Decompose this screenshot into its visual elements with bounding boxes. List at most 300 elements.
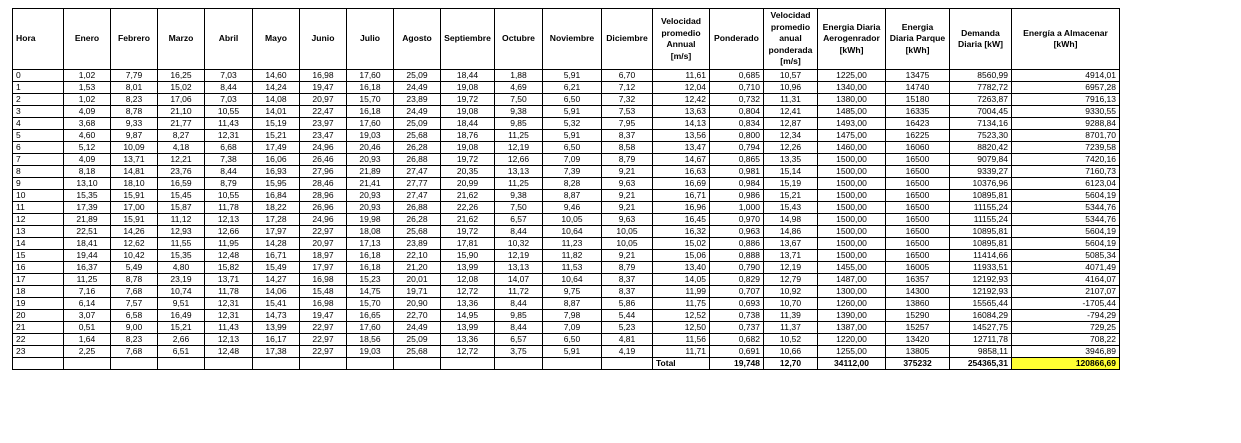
table-cell[interactable]: 17,28 [253,214,300,226]
table-cell[interactable]: 10,55 [205,190,253,202]
table-cell[interactable]: 9,38 [495,190,543,202]
table-cell[interactable]: 24,49 [394,82,441,94]
table-cell[interactable]: 11,53 [543,262,602,274]
table-cell[interactable]: 0,685 [710,70,764,82]
table-cell[interactable]: 16500 [886,238,950,250]
table-cell[interactable]: 1,64 [64,334,111,346]
table-cell[interactable]: 18,56 [347,334,394,346]
table-cell[interactable]: 10,32 [495,238,543,250]
table-cell[interactable]: 14,08 [253,94,300,106]
table-cell[interactable]: 7,68 [111,346,158,358]
table-cell[interactable]: 18,97 [300,250,347,262]
table-cell[interactable]: 20,93 [347,190,394,202]
table-cell[interactable]: 8,79 [205,178,253,190]
table-cell[interactable]: 708,22 [1012,334,1120,346]
table-cell[interactable]: 14300 [886,286,950,298]
table-cell[interactable]: 12,93 [158,226,205,238]
table-cell[interactable]: 16,96 [653,202,710,214]
table-cell[interactable]: 15,21 [764,190,818,202]
table-cell[interactable]: 15,35 [64,190,111,202]
table-cell[interactable]: 14,73 [253,310,300,322]
table-cell[interactable]: 0,707 [710,286,764,298]
table-cell[interactable]: 21,62 [441,190,495,202]
table-cell[interactable]: 15,70 [347,94,394,106]
table-cell[interactable]: 0,794 [710,142,764,154]
table-cell[interactable]: 1500,00 [818,190,886,202]
table-cell[interactable]: 9,21 [602,250,653,262]
table-cell[interactable]: 8,37 [602,130,653,142]
table-cell[interactable]: 7,39 [543,166,602,178]
table-cell[interactable]: 12,19 [495,250,543,262]
table-cell[interactable]: 20,90 [394,298,441,310]
table-cell[interactable]: 13860 [886,298,950,310]
table-cell[interactable]: 15,02 [653,238,710,250]
table-cell[interactable]: 0,984 [710,178,764,190]
table-cell[interactable]: 1,53 [64,82,111,94]
table-cell[interactable]: 16,93 [253,166,300,178]
table-cell[interactable]: 0,986 [710,190,764,202]
table-cell[interactable]: 4,18 [158,142,205,154]
table-cell[interactable]: 7239,58 [1012,142,1120,154]
table-cell[interactable]: 1220,00 [818,334,886,346]
table-cell[interactable]: 0,732 [710,94,764,106]
empty-cell[interactable] [111,358,158,370]
table-cell[interactable]: 12,34 [764,130,818,142]
table-cell[interactable]: 16,18 [347,262,394,274]
table-cell[interactable]: 11,95 [205,238,253,250]
table-cell[interactable]: 6,21 [543,82,602,94]
empty-cell[interactable] [602,358,653,370]
table-cell[interactable]: 16,18 [347,82,394,94]
table-cell[interactable]: 16335 [886,106,950,118]
table-cell[interactable]: 16,98 [300,274,347,286]
table-cell[interactable]: 7,09 [543,154,602,166]
table-cell[interactable]: 26,88 [394,202,441,214]
table-cell[interactable]: 17,97 [253,226,300,238]
table-cell[interactable]: 5344,76 [1012,202,1120,214]
table-cell[interactable]: 19,44 [64,250,111,262]
table-cell[interactable]: 0,970 [710,214,764,226]
table-cell[interactable]: 20,46 [347,142,394,154]
table-cell[interactable]: 9,33 [111,118,158,130]
table-cell[interactable]: 19,71 [394,286,441,298]
table-cell[interactable]: 10,05 [543,214,602,226]
table-cell[interactable]: 1 [13,82,64,94]
table-cell[interactable]: 3946,89 [1012,346,1120,358]
table-cell[interactable]: 21,20 [394,262,441,274]
table-cell[interactable]: 7,03 [205,94,253,106]
table-cell[interactable]: 26,46 [300,154,347,166]
table-cell[interactable]: 1500,00 [818,250,886,262]
table-cell[interactable]: 0,800 [710,130,764,142]
table-cell[interactable]: 15,91 [111,190,158,202]
table-cell[interactable]: 5344,76 [1012,214,1120,226]
table-cell[interactable]: 15,19 [253,118,300,130]
table-cell[interactable]: 17 [13,274,64,286]
table-cell[interactable]: 3 [13,106,64,118]
table-cell[interactable]: 16,17 [253,334,300,346]
table-cell[interactable]: 0,981 [710,166,764,178]
table-cell[interactable]: 10,74 [158,286,205,298]
table-cell[interactable]: 15,70 [347,298,394,310]
table-cell[interactable]: 19,03 [347,130,394,142]
table-cell[interactable]: 11,31 [764,94,818,106]
table-cell[interactable]: 16005 [886,262,950,274]
empty-cell[interactable] [495,358,543,370]
table-cell[interactable]: 6 [13,142,64,154]
table-cell[interactable]: 14,67 [653,154,710,166]
table-cell[interactable]: 11,12 [158,214,205,226]
table-cell[interactable]: 1493,00 [818,118,886,130]
table-cell[interactable]: 5085,34 [1012,250,1120,262]
table-cell[interactable]: 17,81 [441,238,495,250]
table-cell[interactable]: 1485,00 [818,106,886,118]
table-cell[interactable]: 8701,70 [1012,130,1120,142]
table-cell[interactable]: 10895,81 [950,238,1012,250]
table-cell[interactable]: 27,77 [394,178,441,190]
table-cell[interactable]: 20,97 [300,94,347,106]
table-cell[interactable]: 17,13 [347,238,394,250]
table-cell[interactable]: 9288,84 [1012,118,1120,130]
table-cell[interactable]: 16500 [886,166,950,178]
table-cell[interactable]: 17,38 [253,346,300,358]
column-header[interactable]: Ponderado [710,9,764,70]
table-cell[interactable]: 9 [13,178,64,190]
table-cell[interactable]: 8,44 [205,82,253,94]
table-cell[interactable]: 10895,81 [950,226,1012,238]
column-header[interactable]: Velocidad promedio anual ponderada [m/s] [764,9,818,70]
table-cell[interactable]: 11,72 [495,286,543,298]
table-cell[interactable]: 3,68 [64,118,111,130]
table-cell[interactable]: 16,49 [158,310,205,322]
table-cell[interactable]: 9079,84 [950,154,1012,166]
table-cell[interactable]: 12,21 [158,154,205,166]
table-cell[interactable]: 5 [13,130,64,142]
table-cell[interactable]: 1460,00 [818,142,886,154]
table-cell[interactable]: 15,19 [764,178,818,190]
table-cell[interactable]: 0 [13,70,64,82]
table-cell[interactable]: 19,47 [300,310,347,322]
table-cell[interactable]: 15,06 [653,250,710,262]
table-cell[interactable]: 16,71 [653,190,710,202]
table-cell[interactable]: 25,09 [394,334,441,346]
table-cell[interactable]: 9,85 [495,310,543,322]
table-cell[interactable]: 14,27 [253,274,300,286]
table-cell[interactable]: 7160,73 [1012,166,1120,178]
table-cell[interactable]: 23,97 [300,118,347,130]
table-cell[interactable]: 10895,81 [950,190,1012,202]
table-cell[interactable]: 18,10 [111,178,158,190]
table-cell[interactable]: 6,50 [543,334,602,346]
table-cell[interactable]: 6,57 [495,334,543,346]
table-cell[interactable]: 15,82 [205,262,253,274]
table-cell[interactable]: 0,737 [710,322,764,334]
table-cell[interactable]: 12,13 [205,214,253,226]
table-cell[interactable]: 1500,00 [818,214,886,226]
empty-cell[interactable] [205,358,253,370]
table-cell[interactable]: 20,99 [441,178,495,190]
table-cell[interactable]: 16500 [886,154,950,166]
total-energia-aerogenerador[interactable]: 34112,00 [818,358,886,370]
table-cell[interactable]: 14,13 [653,118,710,130]
table-cell[interactable]: 0,963 [710,226,764,238]
table-cell[interactable]: 16,98 [300,70,347,82]
table-cell[interactable]: 11155,24 [950,202,1012,214]
table-cell[interactable]: 22 [13,334,64,346]
empty-cell[interactable] [441,358,495,370]
table-cell[interactable]: 14,07 [495,274,543,286]
table-cell[interactable]: 10,92 [764,286,818,298]
table-cell[interactable]: 26,28 [394,142,441,154]
table-cell[interactable]: 1,02 [64,70,111,82]
table-cell[interactable]: 17,60 [347,322,394,334]
table-cell[interactable]: 12,48 [205,250,253,262]
table-cell[interactable]: 2,25 [64,346,111,358]
table-cell[interactable]: 0,691 [710,346,764,358]
table-cell[interactable]: 23,19 [158,274,205,286]
table-cell[interactable]: 7,12 [602,82,653,94]
table-cell[interactable]: 13,56 [653,130,710,142]
table-cell[interactable]: 19 [13,298,64,310]
table-cell[interactable]: 7,32 [602,94,653,106]
table-cell[interactable]: 1500,00 [818,238,886,250]
table-cell[interactable]: 10,64 [543,226,602,238]
table-cell[interactable]: 8 [13,166,64,178]
table-cell[interactable]: 12,48 [205,346,253,358]
table-cell[interactable]: 11,23 [543,238,602,250]
table-cell[interactable]: 8,23 [111,334,158,346]
table-cell[interactable]: 7,79 [111,70,158,82]
table-cell[interactable]: 23,47 [300,130,347,142]
table-cell[interactable]: 11,78 [205,286,253,298]
table-cell[interactable]: 13,63 [653,106,710,118]
table-cell[interactable]: 10,64 [543,274,602,286]
table-cell[interactable]: 27,47 [394,166,441,178]
table-cell[interactable]: 4 [13,118,64,130]
table-cell[interactable]: 22,97 [300,334,347,346]
table-cell[interactable]: 16,98 [300,298,347,310]
table-cell[interactable]: 7523,30 [950,130,1012,142]
table-cell[interactable]: 9,38 [495,106,543,118]
table-cell[interactable]: 7,50 [495,94,543,106]
total-energia-parque[interactable]: 375232 [886,358,950,370]
column-header[interactable]: Velocidad promedio Annual [m/s] [653,9,710,70]
table-cell[interactable]: 20,97 [300,238,347,250]
table-cell[interactable]: 20,93 [347,154,394,166]
table-cell[interactable]: 23 [13,346,64,358]
empty-cell[interactable] [394,358,441,370]
table-cell[interactable]: 6,68 [205,142,253,154]
table-cell[interactable]: 8,37 [602,286,653,298]
table-cell[interactable]: 11,25 [64,274,111,286]
table-cell[interactable]: 15,35 [158,250,205,262]
table-cell[interactable]: 1500,00 [818,202,886,214]
table-cell[interactable]: 19,47 [300,82,347,94]
column-header[interactable]: Energía a Almacenar [kWh] [1012,9,1120,70]
table-cell[interactable]: 10,70 [764,298,818,310]
table-cell[interactable]: 15290 [886,310,950,322]
table-cell[interactable]: 10376,96 [950,178,1012,190]
table-cell[interactable]: 7782,72 [950,82,1012,94]
table-cell[interactable]: 5,32 [543,118,602,130]
table-cell[interactable]: 5,91 [543,70,602,82]
table-cell[interactable]: 13,36 [441,298,495,310]
table-cell[interactable]: 16,25 [158,70,205,82]
table-cell[interactable]: 16500 [886,190,950,202]
table-cell[interactable]: 20 [13,310,64,322]
table-cell[interactable]: 5604,19 [1012,226,1120,238]
table-cell[interactable]: 7 [13,154,64,166]
column-header[interactable]: Marzo [158,9,205,70]
table-cell[interactable]: 12,13 [205,334,253,346]
table-cell[interactable]: 16,18 [347,106,394,118]
table-cell[interactable]: 6,57 [495,214,543,226]
table-cell[interactable]: 17,39 [64,202,111,214]
table-cell[interactable]: 9339,27 [950,166,1012,178]
empty-cell[interactable] [64,358,111,370]
table-cell[interactable]: 16,37 [64,262,111,274]
table-cell[interactable]: 15,43 [764,202,818,214]
table-cell[interactable]: 5,91 [543,130,602,142]
table-cell[interactable]: 7916,13 [1012,94,1120,106]
table-cell[interactable]: 18,41 [64,238,111,250]
table-cell[interactable]: 13,35 [764,154,818,166]
table-cell[interactable]: 12,31 [205,310,253,322]
table-cell[interactable]: 24,49 [394,106,441,118]
column-header[interactable]: Julio [347,9,394,70]
table-cell[interactable]: 23,89 [394,94,441,106]
table-cell[interactable]: 17,06 [158,94,205,106]
table-cell[interactable]: 1475,00 [818,130,886,142]
table-cell[interactable]: 20,01 [394,274,441,286]
table-cell[interactable]: 18,08 [347,226,394,238]
table-cell[interactable]: 12,66 [205,226,253,238]
table-cell[interactable]: 19,72 [441,226,495,238]
table-cell[interactable]: 12192,93 [950,286,1012,298]
table-cell[interactable]: 9858,11 [950,346,1012,358]
table-cell[interactable]: 12,50 [653,322,710,334]
table-cell[interactable]: 12 [13,214,64,226]
table-cell[interactable]: 1300,00 [818,286,886,298]
table-cell[interactable]: 16,65 [347,310,394,322]
table-cell[interactable]: 1255,00 [818,346,886,358]
column-header[interactable]: Mayo [253,9,300,70]
table-cell[interactable]: 1500,00 [818,166,886,178]
table-cell[interactable]: 13,13 [495,166,543,178]
table-cell[interactable]: 11155,24 [950,214,1012,226]
table-cell[interactable]: 16084,29 [950,310,1012,322]
empty-cell[interactable] [543,358,602,370]
table-cell[interactable]: 10,96 [764,82,818,94]
table-cell[interactable]: 10,52 [764,334,818,346]
table-cell[interactable]: 18,22 [253,202,300,214]
table-cell[interactable]: 729,25 [1012,322,1120,334]
table-cell[interactable]: 8,44 [205,166,253,178]
table-cell[interactable]: 14 [13,238,64,250]
column-header[interactable]: Demanda Diaria [kW] [950,9,1012,70]
table-cell[interactable]: 17,00 [111,202,158,214]
table-cell[interactable]: 8,87 [543,190,602,202]
table-cell[interactable]: 9,87 [111,130,158,142]
column-header[interactable]: Hora [13,9,64,70]
table-cell[interactable]: 15 [13,250,64,262]
table-cell[interactable]: 0,886 [710,238,764,250]
table-cell[interactable]: 19,72 [441,154,495,166]
table-cell[interactable]: 1260,00 [818,298,886,310]
table-cell[interactable]: 21,41 [347,178,394,190]
column-header[interactable]: Febrero [111,9,158,70]
table-cell[interactable]: 22,47 [300,106,347,118]
total-energia-almacenar[interactable]: 120866,69 [1012,358,1120,370]
table-cell[interactable]: 13,47 [653,142,710,154]
table-cell[interactable]: 12,42 [653,94,710,106]
table-cell[interactable]: 8,23 [111,94,158,106]
column-header[interactable]: Agosto [394,9,441,70]
table-cell[interactable]: 11,39 [764,310,818,322]
table-cell[interactable]: 14,01 [253,106,300,118]
table-cell[interactable]: 13,71 [764,250,818,262]
total-label[interactable]: Total [653,358,710,370]
table-cell[interactable]: 15,21 [253,130,300,142]
table-cell[interactable]: 14,26 [111,226,158,238]
table-cell[interactable]: 11,37 [764,322,818,334]
table-cell[interactable]: 17,60 [347,70,394,82]
table-cell[interactable]: 15257 [886,322,950,334]
table-cell[interactable]: 7,03 [205,70,253,82]
table-cell[interactable]: 12,19 [764,262,818,274]
table-cell[interactable]: 7,57 [111,298,158,310]
table-cell[interactable]: 22,97 [300,322,347,334]
table-cell[interactable]: 21,10 [158,106,205,118]
table-cell[interactable]: 15565,44 [950,298,1012,310]
table-cell[interactable]: 1387,00 [818,322,886,334]
table-cell[interactable]: 1500,00 [818,178,886,190]
table-cell[interactable]: 24,96 [300,142,347,154]
table-cell[interactable]: 12,31 [205,130,253,142]
table-cell[interactable]: 6,51 [158,346,205,358]
table-cell[interactable]: 14,60 [253,70,300,82]
table-cell[interactable]: 25,68 [394,226,441,238]
table-cell[interactable]: 5604,19 [1012,238,1120,250]
table-cell[interactable]: 11,61 [653,70,710,82]
table-cell[interactable]: 25,68 [394,346,441,358]
table-cell[interactable]: 8,79 [602,154,653,166]
table-cell[interactable]: 12,19 [495,142,543,154]
table-cell[interactable]: 26,28 [394,214,441,226]
column-header[interactable]: Energia Diaria Aerogenrador [kWh] [818,9,886,70]
table-cell[interactable]: 4164,07 [1012,274,1120,286]
table-cell[interactable]: 15,45 [158,190,205,202]
table-cell[interactable]: 14527,75 [950,322,1012,334]
table-cell[interactable]: 7,53 [602,106,653,118]
table-cell[interactable]: 1380,00 [818,94,886,106]
table-cell[interactable]: 4,60 [64,130,111,142]
table-cell[interactable]: 11,78 [205,202,253,214]
table-cell[interactable]: 11414,66 [950,250,1012,262]
table-cell[interactable]: 24,96 [300,214,347,226]
table-cell[interactable]: 7,98 [543,310,602,322]
table-cell[interactable]: 20,93 [347,202,394,214]
table-cell[interactable]: 14,95 [441,310,495,322]
table-cell[interactable]: 23,89 [394,238,441,250]
table-cell[interactable]: 16500 [886,202,950,214]
table-cell[interactable]: 16225 [886,130,950,142]
table-cell[interactable]: 28,96 [300,190,347,202]
total-velocidad-ponderada[interactable]: 12,70 [764,358,818,370]
table-cell[interactable]: 9,21 [602,202,653,214]
table-cell[interactable]: 21,77 [158,118,205,130]
table-cell[interactable]: 5604,19 [1012,190,1120,202]
